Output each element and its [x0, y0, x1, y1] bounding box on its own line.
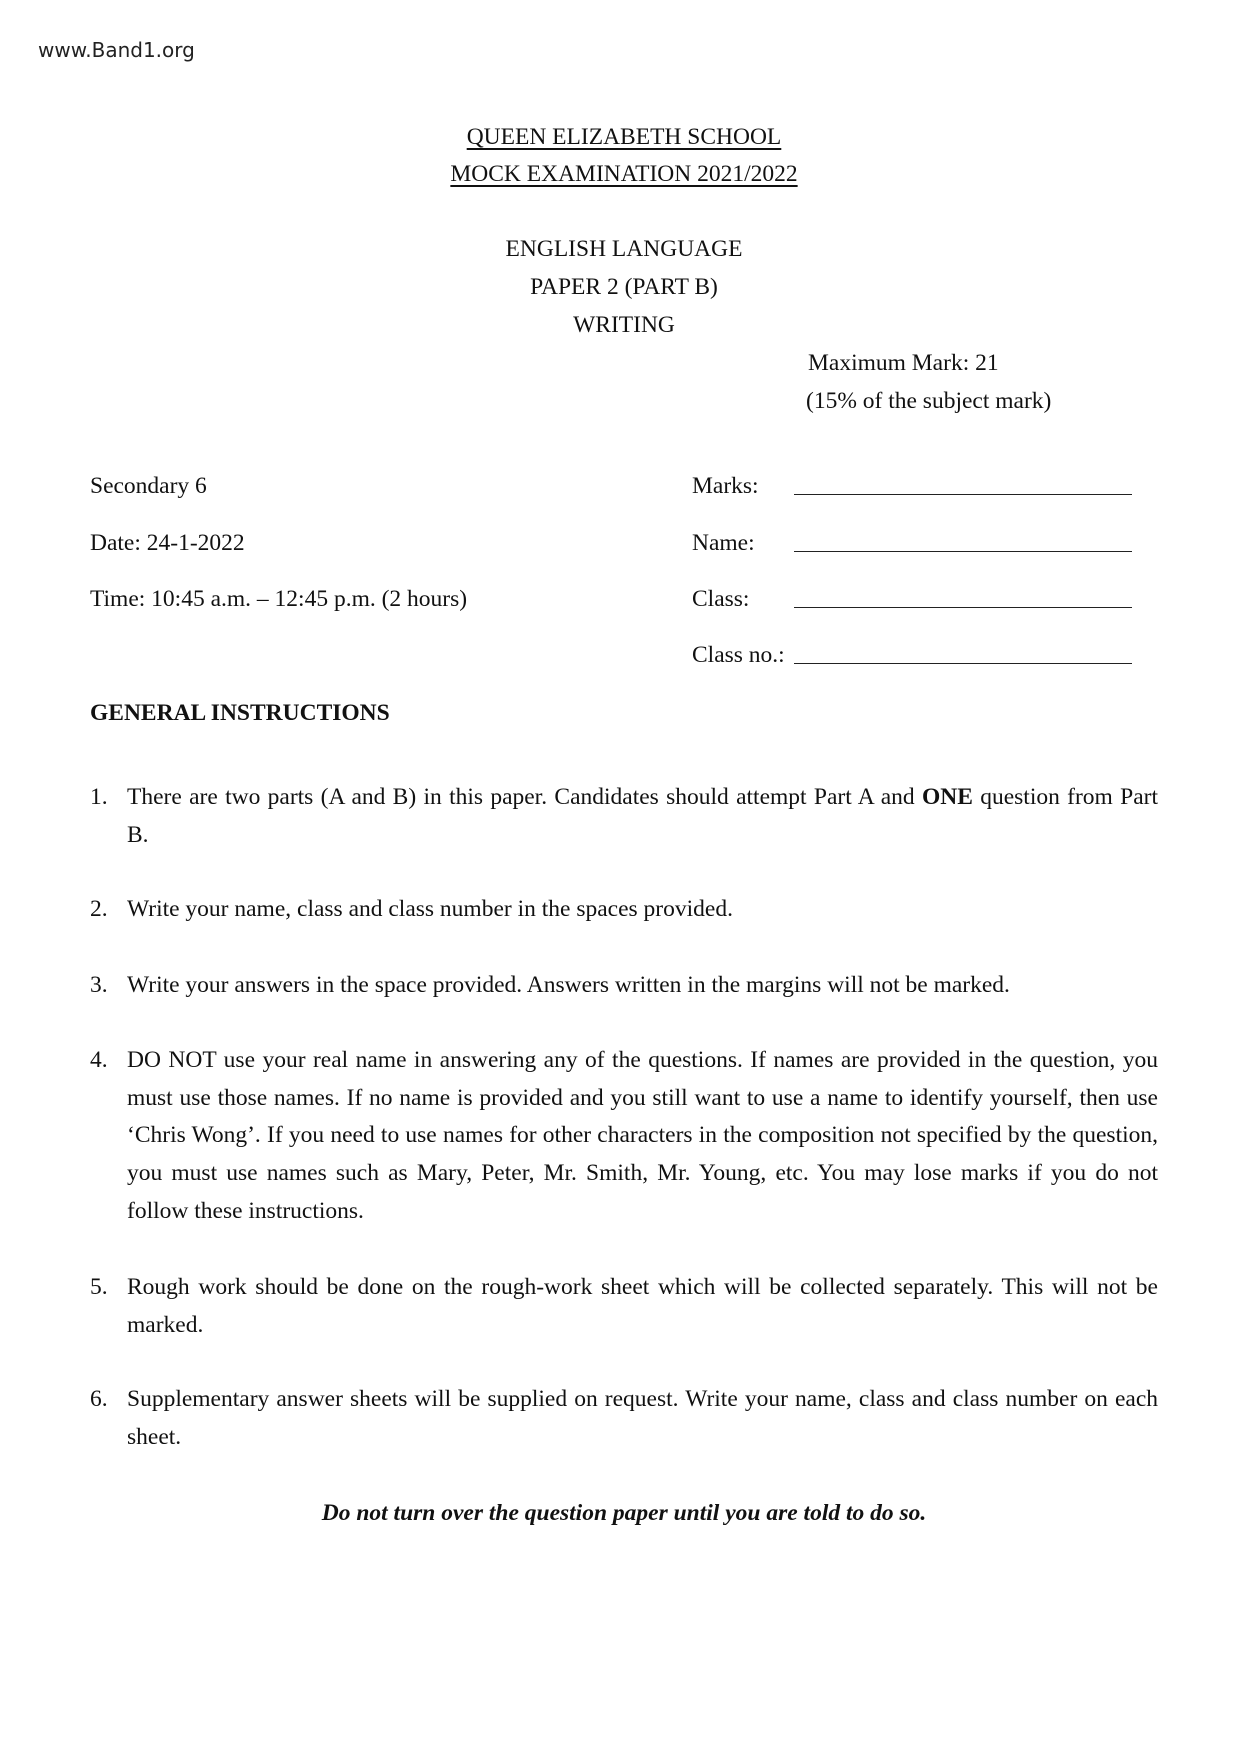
class-no-field[interactable]	[794, 663, 1132, 664]
instruction-text-part: Write your name, class and class number in the spaces provided.	[127, 896, 733, 922]
instruction-item	[90, 1381, 1158, 1456]
exam-title: MOCK EXAMINATION 2021/2022	[450, 161, 798, 187]
instruction-emphasis: ONE	[921, 784, 973, 810]
instruction-text-part: Supplementary answer sheets will be supplied on request. Write your name, class and class number on each sheet.	[127, 1386, 1158, 1450]
exam-date: Date: 24-1-2022	[90, 530, 245, 556]
instruction-text-part: DO NOT use your real name in answering any of the questions. If names are provided in the question, you must use those names. If no name is provided and you still want to use a name to identify yourself, then use ‘Chris Wong’. If you need to use names for other characters in the composition not specified by the question, you must use names such as Mary, Peter, Mr. Smith, Mr. Young, etc. You may lose marks if you do not follow these instructions.	[127, 1047, 1158, 1224]
school-name: QUEEN ELIZABETH SCHOOL	[466, 124, 782, 150]
marks-label: Marks:	[692, 473, 759, 499]
instruction-text-part: Write your answers in the space provided. Answers written in the margins will not be marked.	[127, 972, 1010, 998]
instruction-number: 2.	[90, 896, 108, 922]
instruction-text	[127, 1269, 1158, 1344]
subject: ENGLISH LANGUAGE	[505, 236, 743, 262]
instruction-text	[127, 891, 1158, 929]
class-no-label: Class no.:	[692, 642, 785, 668]
instruction-number: 5.	[90, 1274, 108, 1300]
instruction-text	[127, 1042, 1158, 1231]
name-label: Name:	[692, 530, 755, 556]
instruction-number: 4.	[90, 1047, 108, 1073]
instruction-item	[90, 779, 1158, 854]
class-field[interactable]	[794, 607, 1132, 608]
instruction-item	[90, 1042, 1158, 1231]
instruction-item	[90, 1269, 1158, 1344]
instruction-text-part: question from Part B.	[127, 784, 1158, 848]
instruction-text	[127, 779, 1158, 854]
name-field[interactable]	[794, 551, 1132, 552]
instruction-number: 6.	[90, 1386, 108, 1412]
exam-time: Time: 10:45 a.m. – 12:45 p.m. (2 hours)	[90, 586, 468, 612]
paper: PAPER 2 (PART B)	[530, 274, 718, 300]
instruction-text	[127, 1381, 1158, 1456]
section: WRITING	[573, 312, 675, 338]
instruction-text-part: There are two parts (A and B) in this paper. Candidates should attempt Part A and	[127, 784, 922, 810]
instructions-title: GENERAL INSTRUCTIONS	[90, 700, 390, 726]
level: Secondary 6	[90, 473, 207, 499]
watermark: www.Band1.org	[38, 38, 195, 62]
footer-note: Do not turn over the question paper until you are told to do so.	[321, 1500, 927, 1526]
instruction-number: 1.	[90, 784, 108, 810]
class-label: Class:	[692, 586, 750, 612]
marks-field[interactable]	[794, 494, 1132, 495]
mark-weight: (15% of the subject mark)	[806, 388, 1052, 414]
instruction-number: 3.	[90, 972, 108, 998]
instruction-item	[90, 891, 1158, 929]
instruction-text-part: Rough work should be done on the rough-work sheet which will be collected separately. This will not be marked.	[127, 1274, 1158, 1338]
instruction-item	[90, 967, 1158, 1005]
instruction-text	[127, 967, 1158, 1005]
max-mark: Maximum Mark: 21	[808, 350, 999, 376]
